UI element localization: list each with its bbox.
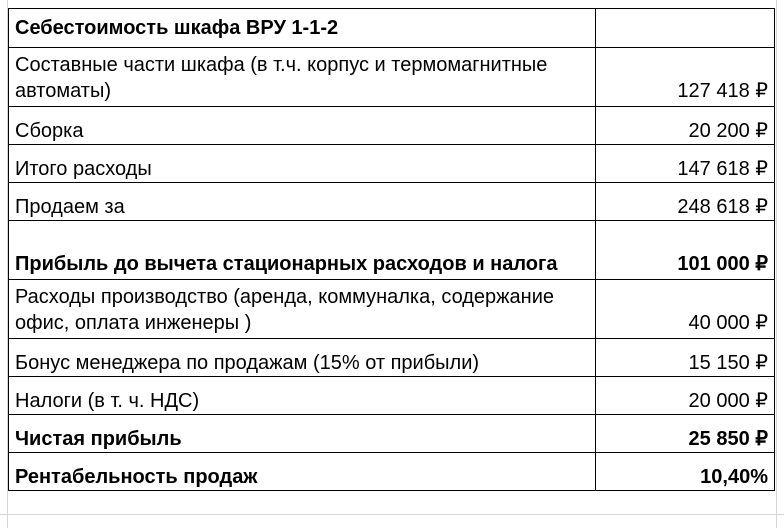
table-row bbox=[9, 377, 775, 415]
row-value[interactable]: 20 200 ₽ bbox=[596, 107, 775, 145]
table-row bbox=[9, 339, 775, 377]
row-label[interactable]: Рентабельность продаж bbox=[9, 453, 596, 491]
table-title[interactable]: Себестоимость шкафа ВРУ 1-1-2 bbox=[9, 9, 596, 48]
grid-row-line bbox=[0, 514, 784, 515]
row-label[interactable]: Налоги (в т. ч. НДС) bbox=[9, 377, 596, 415]
table-row bbox=[9, 145, 775, 183]
row-label[interactable]: Расходы производство (аренда, коммуналка, содержание офис, оплата инженеры ) bbox=[9, 280, 596, 339]
row-value[interactable]: 40 000 ₽ bbox=[596, 280, 775, 339]
row-label[interactable]: Прибыль до вычета стационарных расходов и налога bbox=[9, 221, 596, 280]
row-label[interactable]: Продаем за bbox=[9, 183, 596, 221]
row-value[interactable]: 147 618 ₽ bbox=[596, 145, 775, 183]
row-value[interactable]: 10,40% bbox=[596, 453, 775, 491]
table-header-row bbox=[9, 9, 775, 48]
table-row bbox=[9, 183, 775, 221]
row-label[interactable]: Итого расходы bbox=[9, 145, 596, 183]
row-value[interactable]: 25 850 ₽ bbox=[596, 415, 775, 453]
table-title-empty-cell[interactable] bbox=[596, 9, 775, 48]
table-row bbox=[9, 453, 775, 491]
row-value[interactable]: 101 000 ₽ bbox=[596, 221, 775, 280]
row-value[interactable]: 20 000 ₽ bbox=[596, 377, 775, 415]
table-row bbox=[9, 107, 775, 145]
row-label[interactable]: Сборка bbox=[9, 107, 596, 145]
row-value[interactable]: 248 618 ₽ bbox=[596, 183, 775, 221]
row-value[interactable]: 127 418 ₽ bbox=[596, 48, 775, 107]
row-label[interactable]: Бонус менеджера по продажам (15% от прибыли) bbox=[9, 339, 596, 377]
row-label[interactable]: Чистая прибыль bbox=[9, 415, 596, 453]
row-label[interactable]: Составные части шкафа (в т.ч. корпус и термомагнитные автоматы) bbox=[9, 48, 596, 107]
row-value[interactable]: 15 150 ₽ bbox=[596, 339, 775, 377]
table-row bbox=[9, 280, 775, 339]
grid-column-line bbox=[776, 0, 777, 528]
table-row bbox=[9, 415, 775, 453]
table-row bbox=[9, 221, 775, 280]
cost-table bbox=[8, 8, 775, 491]
table-row bbox=[9, 48, 775, 107]
